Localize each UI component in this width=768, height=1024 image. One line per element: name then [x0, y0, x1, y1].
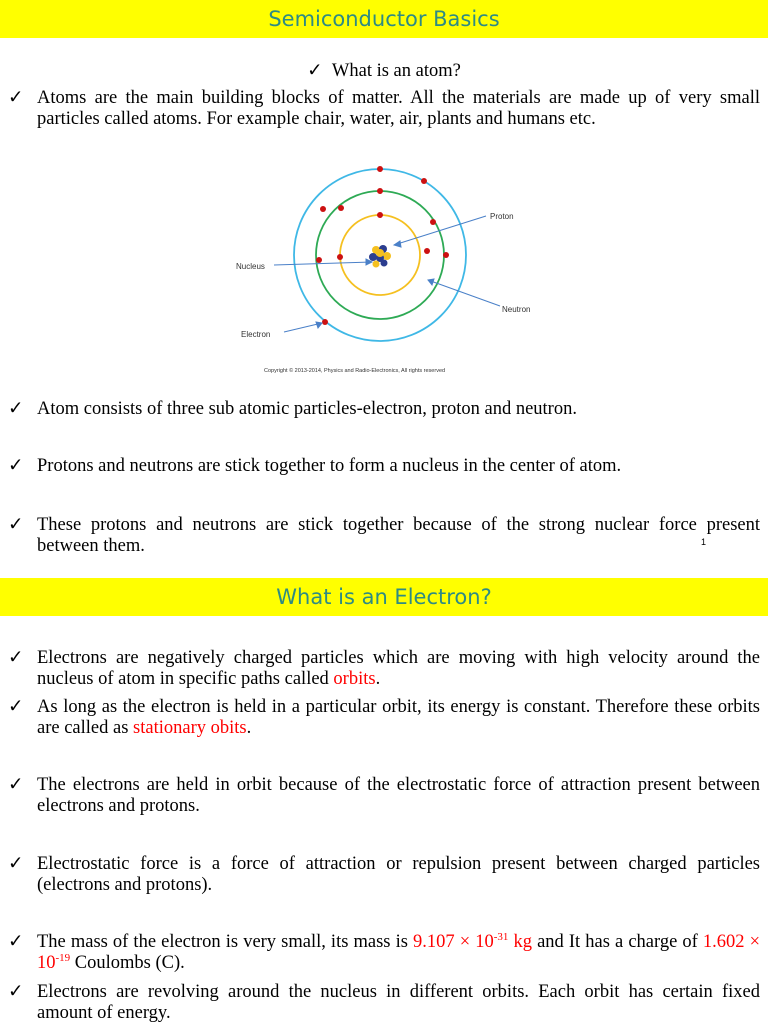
electron — [443, 252, 449, 258]
electron — [424, 248, 430, 254]
bullet-subatomic-particles: ✓ Atom consists of three sub atomic particles-electron, proton and neutron. — [8, 399, 577, 419]
check-icon: ✓ — [8, 697, 24, 717]
check-icon: ✓ — [8, 515, 24, 535]
electron — [322, 319, 328, 325]
atom-diagram — [200, 150, 540, 380]
bullet-electrostatic-force: ✓ Electrostatic force is a force of attraction or repulsion present between charged particles (electrons and protons). — [8, 854, 760, 895]
check-icon: ✓ — [8, 982, 24, 1002]
bullet-electron-mass-charge: ✓ The mass of the electron is very small, its mass is $9.107 \times 10^{-31}$ kg and It has a charge of $1.602 \times 10^{-19}$ Coulombs (C). — [8, 930, 761, 973]
bullet-electrons-negative: ✓ Electrons are negatively charged particles which are moving with high velocity around the nucleus of atom in specific paths called orbits. — [8, 648, 760, 689]
bullet-nuclear-force: ✓ These protons and neutrons are stick together because of the strong nuclear force present between them. — [8, 515, 760, 556]
bullet-stationary-orbits: ✓ As long as the electron is held in a particular orbit, its energy is constant. Therefore these orbits are called as stationary obits. — [8, 697, 760, 738]
electron — [377, 212, 383, 218]
highlight-orbits: orbits — [333, 669, 376, 689]
highlight-stationary-obits: stationary obits — [133, 718, 247, 738]
slide-title-what-is-electron: What is an Electron? — [0, 578, 768, 616]
label-proton: Proton — [490, 212, 514, 221]
label-nucleus: Nucleus — [236, 262, 265, 271]
electron — [421, 178, 427, 184]
label-neutron: Neutron — [502, 305, 531, 314]
electron — [430, 219, 436, 225]
question-text: What is an atom? — [331, 61, 461, 81]
check-icon: ✓ — [8, 648, 24, 668]
electron — [377, 188, 383, 194]
check-icon: ✓ — [8, 932, 24, 952]
check-icon: ✓ — [8, 88, 24, 108]
electron-mass: $9.107 \times 10^{-31}$ kg — [413, 930, 533, 952]
arrows — [274, 216, 500, 332]
electron — [377, 166, 383, 172]
bullet-nucleus-formation: ✓ Protons and neutrons are stick together to form a nucleus in the center of atom. — [8, 456, 622, 476]
check-icon: ✓ — [8, 775, 24, 795]
label-electron: Electron — [241, 330, 271, 339]
electron — [338, 205, 344, 211]
check-icon: ✓ — [8, 399, 24, 419]
electron — [320, 206, 326, 212]
bullet-atoms-building-blocks: ✓ Atoms are the main building blocks of matter. All the materials are made up of very small particles called atoms. For example chair, water, air, plants and humans etc. — [8, 88, 760, 129]
check-icon: ✓ — [8, 854, 24, 874]
nucleus — [369, 245, 391, 268]
electron-charge: $1.602 \times 10^{-19}$ — [37, 932, 761, 973]
atom-question — [0, 60, 768, 82]
slide-title-semiconductor-basics: Semiconductor Basics — [0, 0, 768, 38]
electron — [316, 257, 322, 263]
page-number: 1 — [701, 537, 707, 547]
bullet-electrostatic-attraction: ✓ The electrons are held in orbit because of the electrostatic force of attraction present between electrons and protons. — [8, 775, 760, 816]
copyright-text: Copyright © 2013-2014, Physics and Radio-Electronics, All rights reserved — [264, 368, 446, 374]
check-icon: ✓ — [307, 61, 323, 81]
electron — [337, 254, 343, 260]
check-icon: ✓ — [8, 456, 24, 476]
bullet-electron-orbits-energy: ✓ Electrons are revolving around the nucleus in different orbits. Each orbit has certain fixed amount of energy. — [8, 982, 760, 1023]
